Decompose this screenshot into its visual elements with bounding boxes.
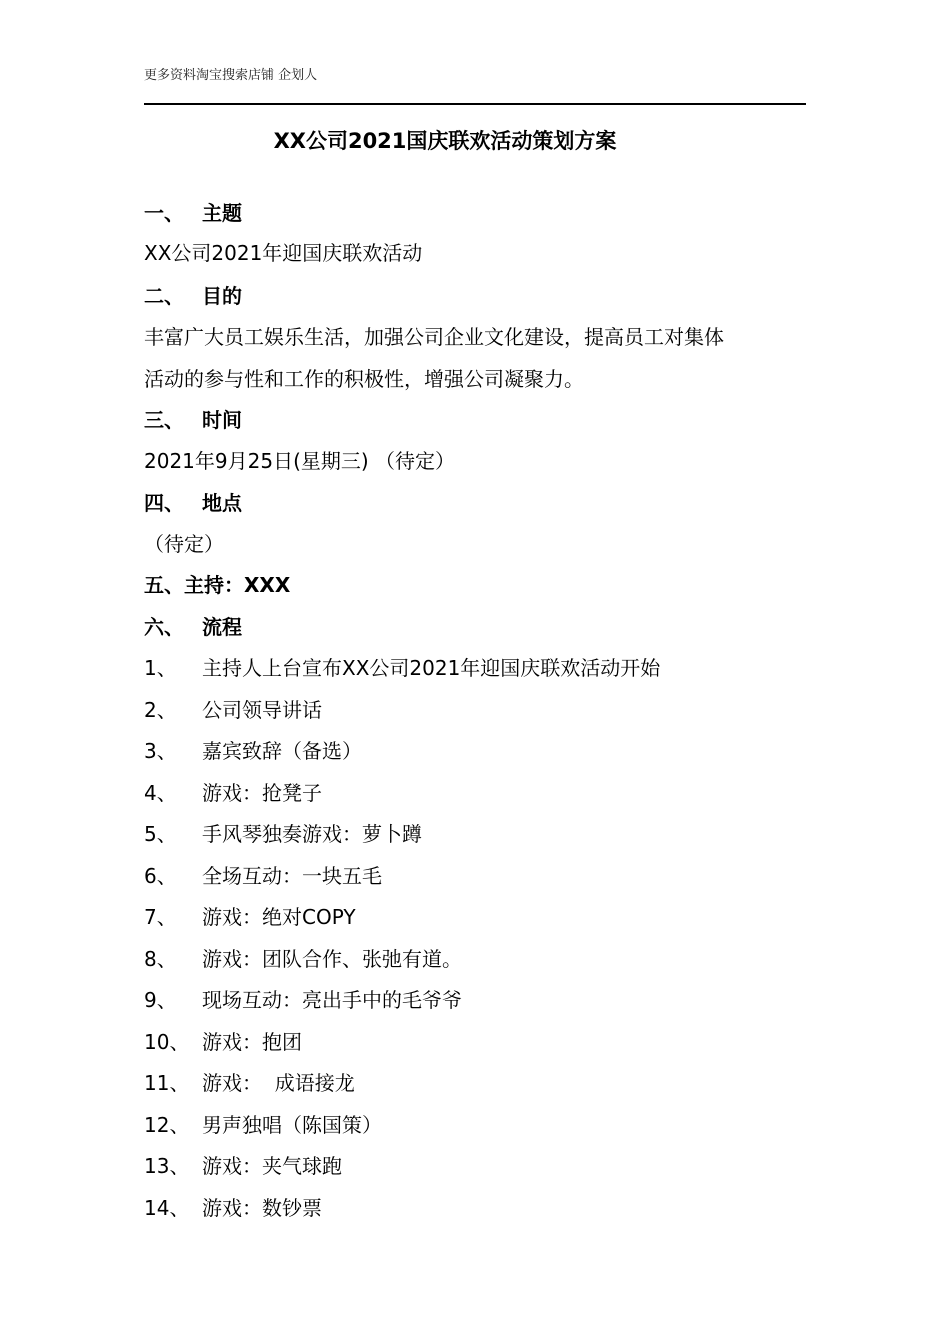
header-note: 更多资料淘宝搜索店铺 企划人 [144,68,318,83]
item-text: 男声独唱（陈国策） [202,1113,382,1137]
section-heading-host: 五、主持：XXX [144,573,291,597]
item-number: 5、 [144,822,177,846]
item-number: 13、 [144,1154,190,1178]
item-text: 游戏：团队合作、张弛有道。 [202,947,462,971]
process-item [144,653,660,683]
process-item [144,985,462,1015]
item-number: 7、 [144,905,177,929]
section-heading-purpose [144,281,242,311]
process-item [144,1068,355,1098]
section-number: 一、 [144,201,184,225]
time-text: 2021年9月25日(星期三) （待定） [144,449,456,473]
section-heading-process [144,612,242,642]
item-text: 游戏：抢凳子 [202,781,322,805]
section-title: 时间 [202,408,242,432]
header-divider [144,103,806,105]
item-text: 游戏：绝对COPY [202,905,356,929]
purpose-text-line-2: 活动的参与性和工作的积极性，增强公司凝聚力。 [144,367,584,391]
process-item [144,1151,342,1181]
process-item [144,695,322,725]
section-number: 六、 [144,615,184,639]
section-title: 目的 [202,284,242,308]
item-number: 4、 [144,781,177,805]
purpose-text-line-1: 丰富广大员工娱乐生活，加强公司企业文化建设，提高员工对集体 [144,325,724,349]
place-text: （待定） [144,532,224,556]
section-number: 二、 [144,284,184,308]
theme-text: XX公司2021年迎国庆联欢活动 [144,241,423,265]
item-text: 公司领导讲话 [202,698,322,722]
section-title: 主题 [202,201,242,225]
item-number: 1、 [144,656,177,680]
item-number: 2、 [144,698,177,722]
process-item [144,1110,382,1140]
section-number: 四、 [144,491,184,515]
process-item [144,1027,302,1057]
process-item [144,1193,322,1223]
section-title: 地点 [202,491,242,515]
item-number: 6、 [144,864,177,888]
process-item [144,819,422,849]
item-text: 现场互动：亮出手中的毛爷爷 [202,988,462,1012]
process-item [144,902,356,932]
item-number: 10、 [144,1030,190,1054]
item-text: 主持人上台宣布XX公司2021年迎国庆联欢活动开始 [202,656,661,680]
section-heading-theme [144,198,242,228]
process-item [144,778,322,808]
item-number: 8、 [144,947,177,971]
item-number: 11、 [144,1071,190,1095]
item-text: 游戏：夹气球跑 [202,1154,342,1178]
item-number: 12、 [144,1113,190,1137]
process-item [144,861,382,891]
section-heading-place [144,488,242,518]
item-text: 全场互动：一块五毛 [202,864,382,888]
document-title: XX公司2021国庆联欢活动策划方案 [273,129,617,153]
item-number: 9、 [144,988,177,1012]
item-text: 嘉宾致辞（备选） [202,739,362,763]
process-item [144,944,462,974]
item-number: 14、 [144,1196,190,1220]
section-title: 流程 [202,615,242,639]
item-text: 游戏： 成语接龙 [202,1071,355,1095]
process-item [144,736,362,766]
section-heading-time [144,405,242,435]
item-text: 游戏：抱团 [202,1030,302,1054]
item-text: 手风琴独奏游戏：萝卜蹲 [202,822,422,846]
section-number: 三、 [144,408,184,432]
item-number: 3、 [144,739,177,763]
item-text: 游戏：数钞票 [202,1196,322,1220]
